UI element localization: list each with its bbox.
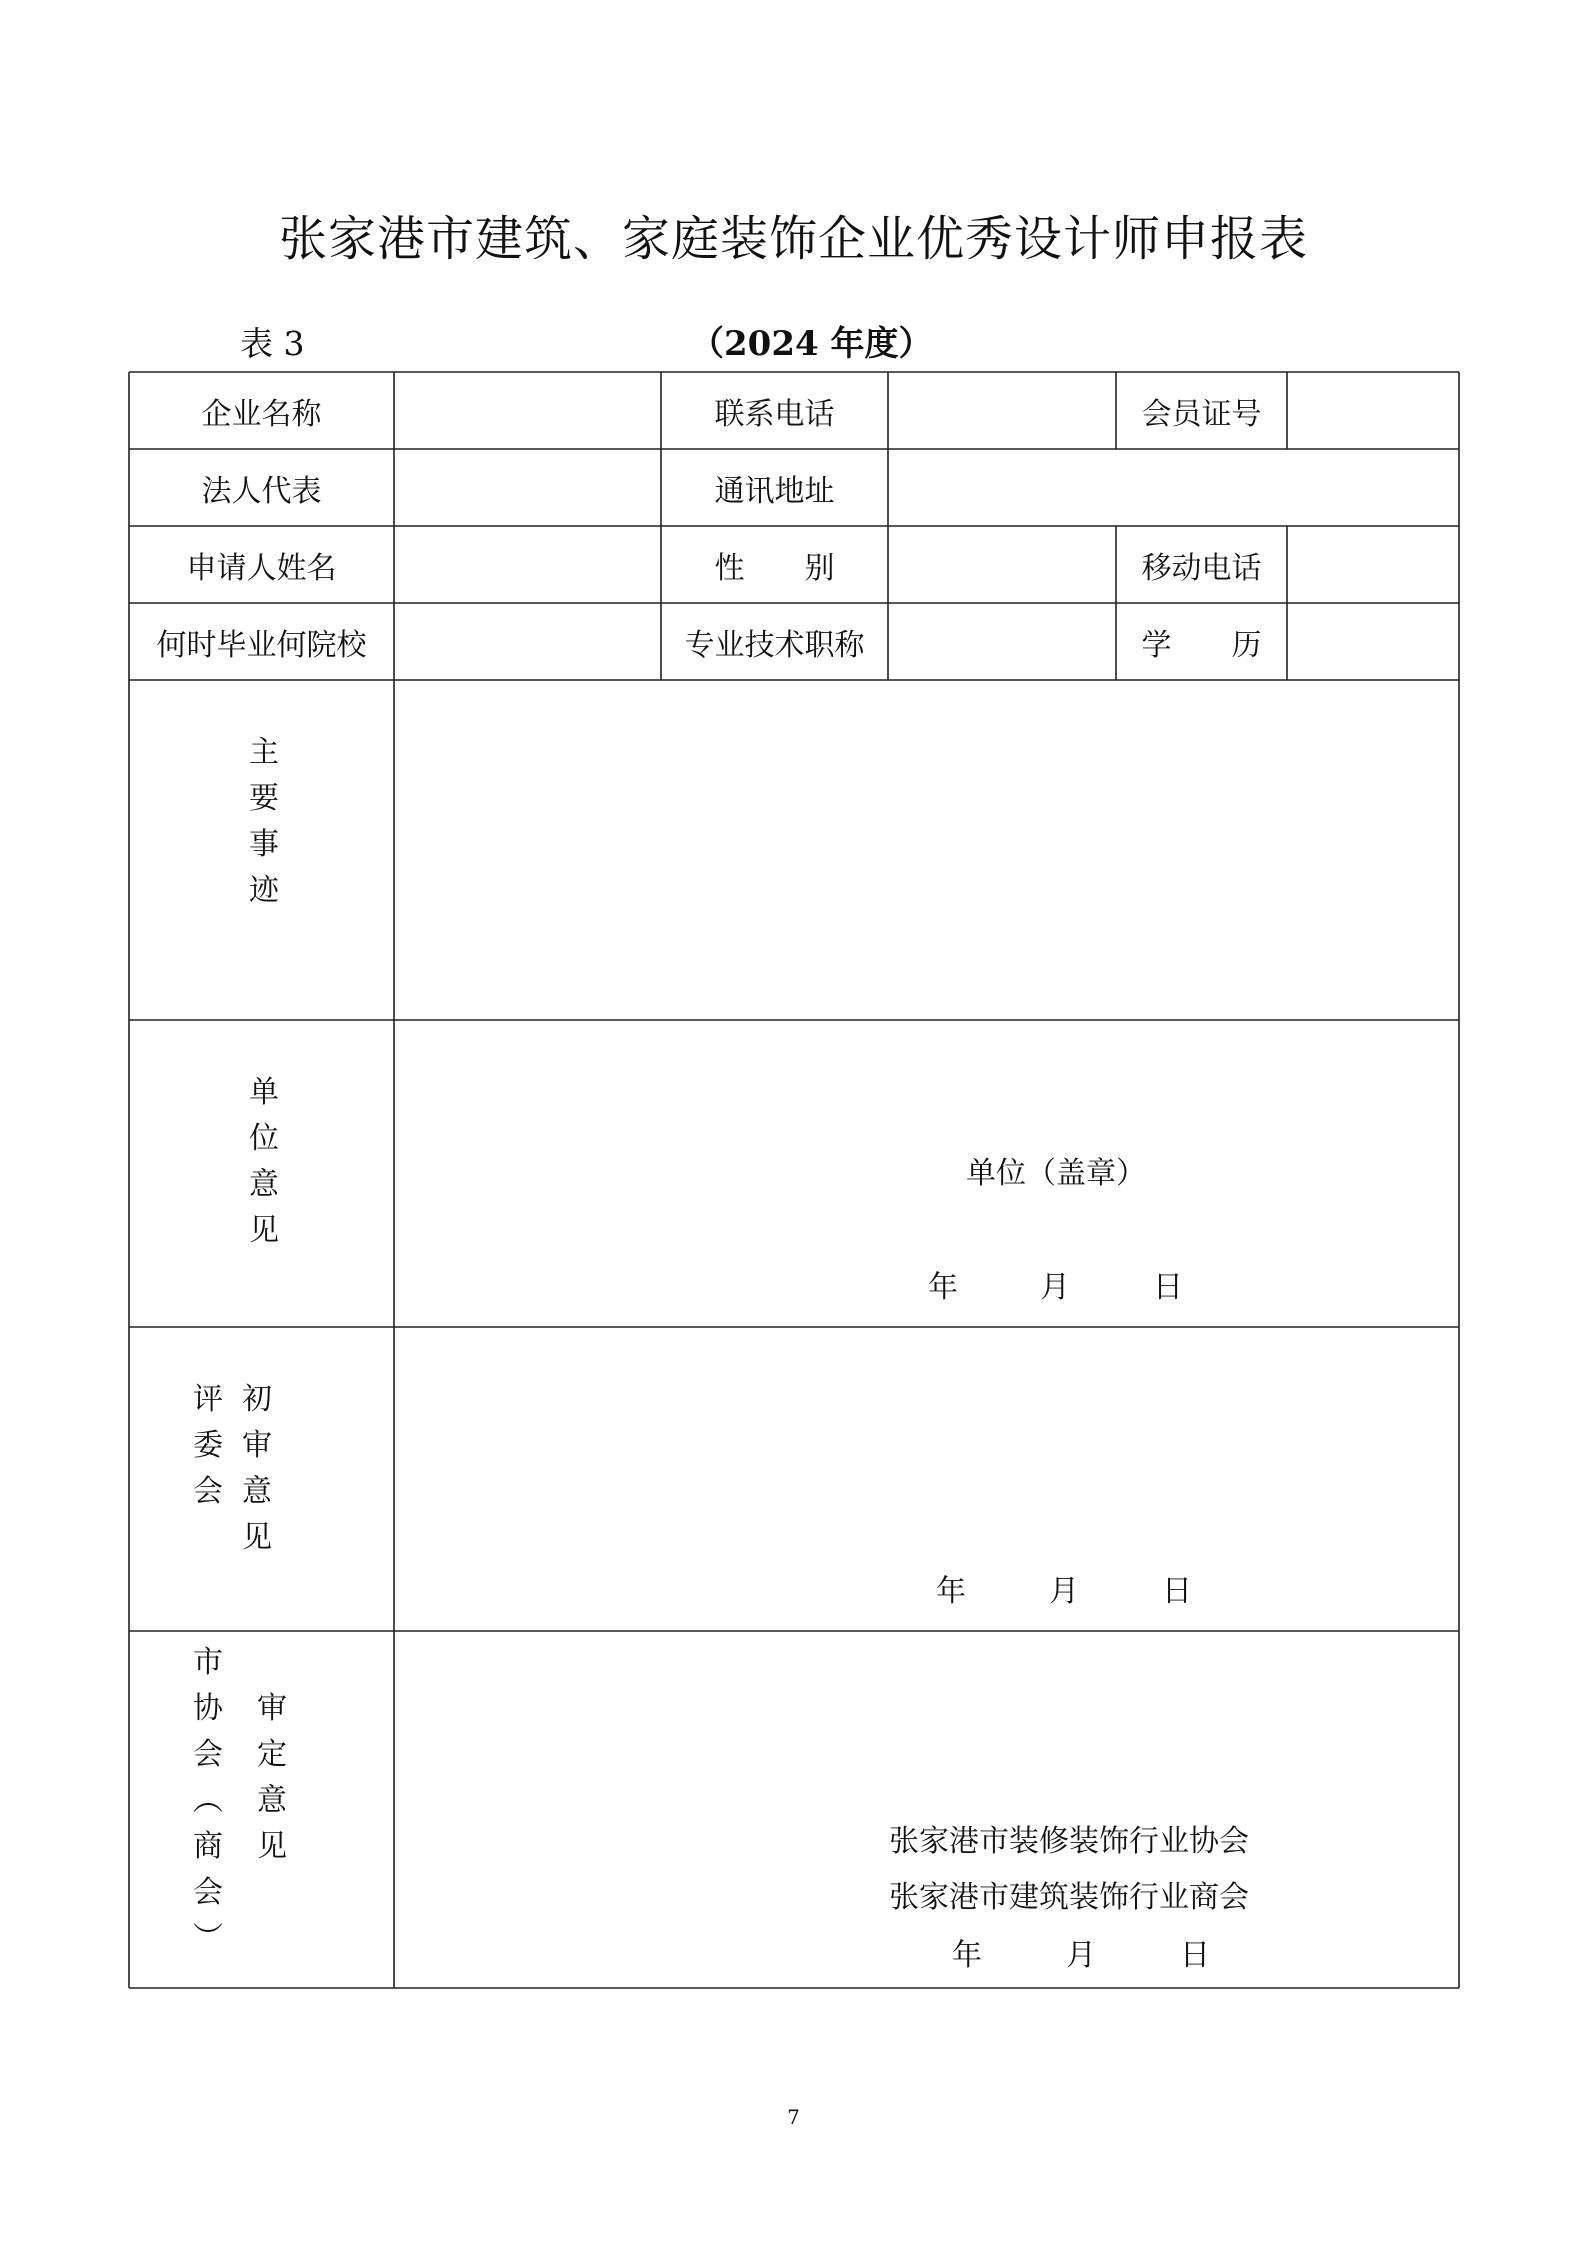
city-association-char: 市 bbox=[193, 1645, 223, 1680]
approval-opinion-char: 意 bbox=[257, 1783, 287, 1818]
legal-rep-field[interactable] bbox=[394, 449, 661, 526]
preliminary-opinion-char: 意 bbox=[242, 1474, 272, 1509]
contact-phone-field[interactable] bbox=[888, 372, 1116, 449]
enterprise-name-label: 企业名称 bbox=[201, 396, 322, 432]
review-date-day: 日 bbox=[1162, 1574, 1192, 1609]
unit-seal-text: 单位（盖章） bbox=[966, 1156, 1146, 1191]
main-deeds-label bbox=[244, 730, 284, 914]
main-deeds-char: 事 bbox=[249, 827, 279, 862]
review-date-year: 年 bbox=[936, 1574, 966, 1609]
main-deeds-char: 迹 bbox=[249, 873, 279, 908]
main-deeds-char: 主 bbox=[249, 735, 279, 770]
chamber-org-name: 张家港市建筑装饰行业商会 bbox=[889, 1880, 1249, 1915]
graduation-label: 何时毕业何院校 bbox=[156, 627, 367, 663]
unit-date-month: 月 bbox=[1040, 1270, 1070, 1305]
mailing-address-field[interactable] bbox=[888, 449, 1459, 526]
table-number: 表 3 bbox=[240, 324, 305, 363]
city-association-char: ︵ bbox=[193, 1783, 223, 1818]
review-committee-char: 评 bbox=[193, 1382, 223, 1417]
review-opinion-field[interactable] bbox=[394, 1327, 1459, 1631]
mailing-address-label: 通讯地址 bbox=[714, 473, 835, 509]
unit-date-day: 日 bbox=[1153, 1270, 1183, 1305]
association-org-name: 张家港市装修装饰行业协会 bbox=[889, 1824, 1249, 1859]
preliminary-opinion-char: 初 bbox=[242, 1382, 272, 1417]
approval-opinion-char: 定 bbox=[257, 1737, 287, 1772]
member-id-field[interactable] bbox=[1287, 372, 1459, 449]
unit-opinion-char: 单 bbox=[249, 1075, 279, 1110]
form-title: 张家港市建筑、家庭装饰企业优秀设计师申报表 bbox=[278, 211, 1308, 267]
preliminary-opinion-char: 见 bbox=[242, 1520, 272, 1555]
main-deeds-char: 要 bbox=[249, 781, 279, 816]
graduation-field[interactable] bbox=[394, 603, 661, 680]
page-number: 7 bbox=[787, 2105, 800, 2129]
unit-opinion-field[interactable] bbox=[394, 1020, 1459, 1327]
approval-opinion-label bbox=[252, 1686, 292, 1870]
education-label: 学 历 bbox=[1141, 627, 1262, 663]
contact-phone-label: 联系电话 bbox=[714, 396, 835, 432]
applicant-name-field[interactable] bbox=[394, 526, 661, 603]
approval-date-month: 月 bbox=[1066, 1938, 1096, 1973]
city-association-char: 会 bbox=[193, 1875, 223, 1910]
applicant-name-label: 申请人姓名 bbox=[186, 550, 337, 586]
year-label: （2024 年度） bbox=[690, 324, 933, 364]
legal-rep-label: 法人代表 bbox=[201, 473, 322, 509]
approval-opinion-char: 审 bbox=[257, 1691, 287, 1726]
city-association-char: ︶ bbox=[193, 1921, 223, 1956]
main-deeds-field[interactable] bbox=[394, 680, 1459, 1020]
mobile-phone-field[interactable] bbox=[1287, 526, 1459, 603]
approval-date-year: 年 bbox=[952, 1938, 982, 1973]
unit-opinion-char: 意 bbox=[249, 1167, 279, 1202]
gender-field[interactable] bbox=[888, 526, 1116, 603]
city-association-char: 协 bbox=[193, 1691, 223, 1726]
education-field[interactable] bbox=[1287, 603, 1459, 680]
review-committee-label bbox=[188, 1377, 228, 1515]
professional-title-label: 专业技术职称 bbox=[684, 627, 865, 663]
preliminary-opinion-char: 审 bbox=[242, 1428, 272, 1463]
preliminary-opinion-label bbox=[237, 1377, 277, 1561]
unit-date-year: 年 bbox=[928, 1270, 958, 1305]
unit-opinion-label bbox=[244, 1070, 284, 1254]
review-committee-char: 会 bbox=[193, 1474, 223, 1509]
review-committee-char: 委 bbox=[193, 1428, 223, 1463]
city-association-char: 商 bbox=[193, 1829, 223, 1864]
member-id-label: 会员证号 bbox=[1141, 396, 1262, 432]
approval-opinion-field[interactable] bbox=[394, 1631, 1459, 1988]
approval-date-day: 日 bbox=[1180, 1938, 1210, 1973]
city-association-char: 会 bbox=[193, 1737, 223, 1772]
unit-opinion-char: 位 bbox=[249, 1121, 279, 1156]
unit-opinion-char: 见 bbox=[249, 1213, 279, 1248]
professional-title-field[interactable] bbox=[888, 603, 1116, 680]
enterprise-name-field[interactable] bbox=[394, 372, 661, 449]
review-date-month: 月 bbox=[1049, 1574, 1079, 1609]
mobile-phone-label: 移动电话 bbox=[1141, 550, 1262, 586]
gender-label: 性 别 bbox=[714, 550, 835, 586]
approval-opinion-char: 见 bbox=[257, 1829, 287, 1864]
city-association-label bbox=[188, 1640, 228, 1962]
